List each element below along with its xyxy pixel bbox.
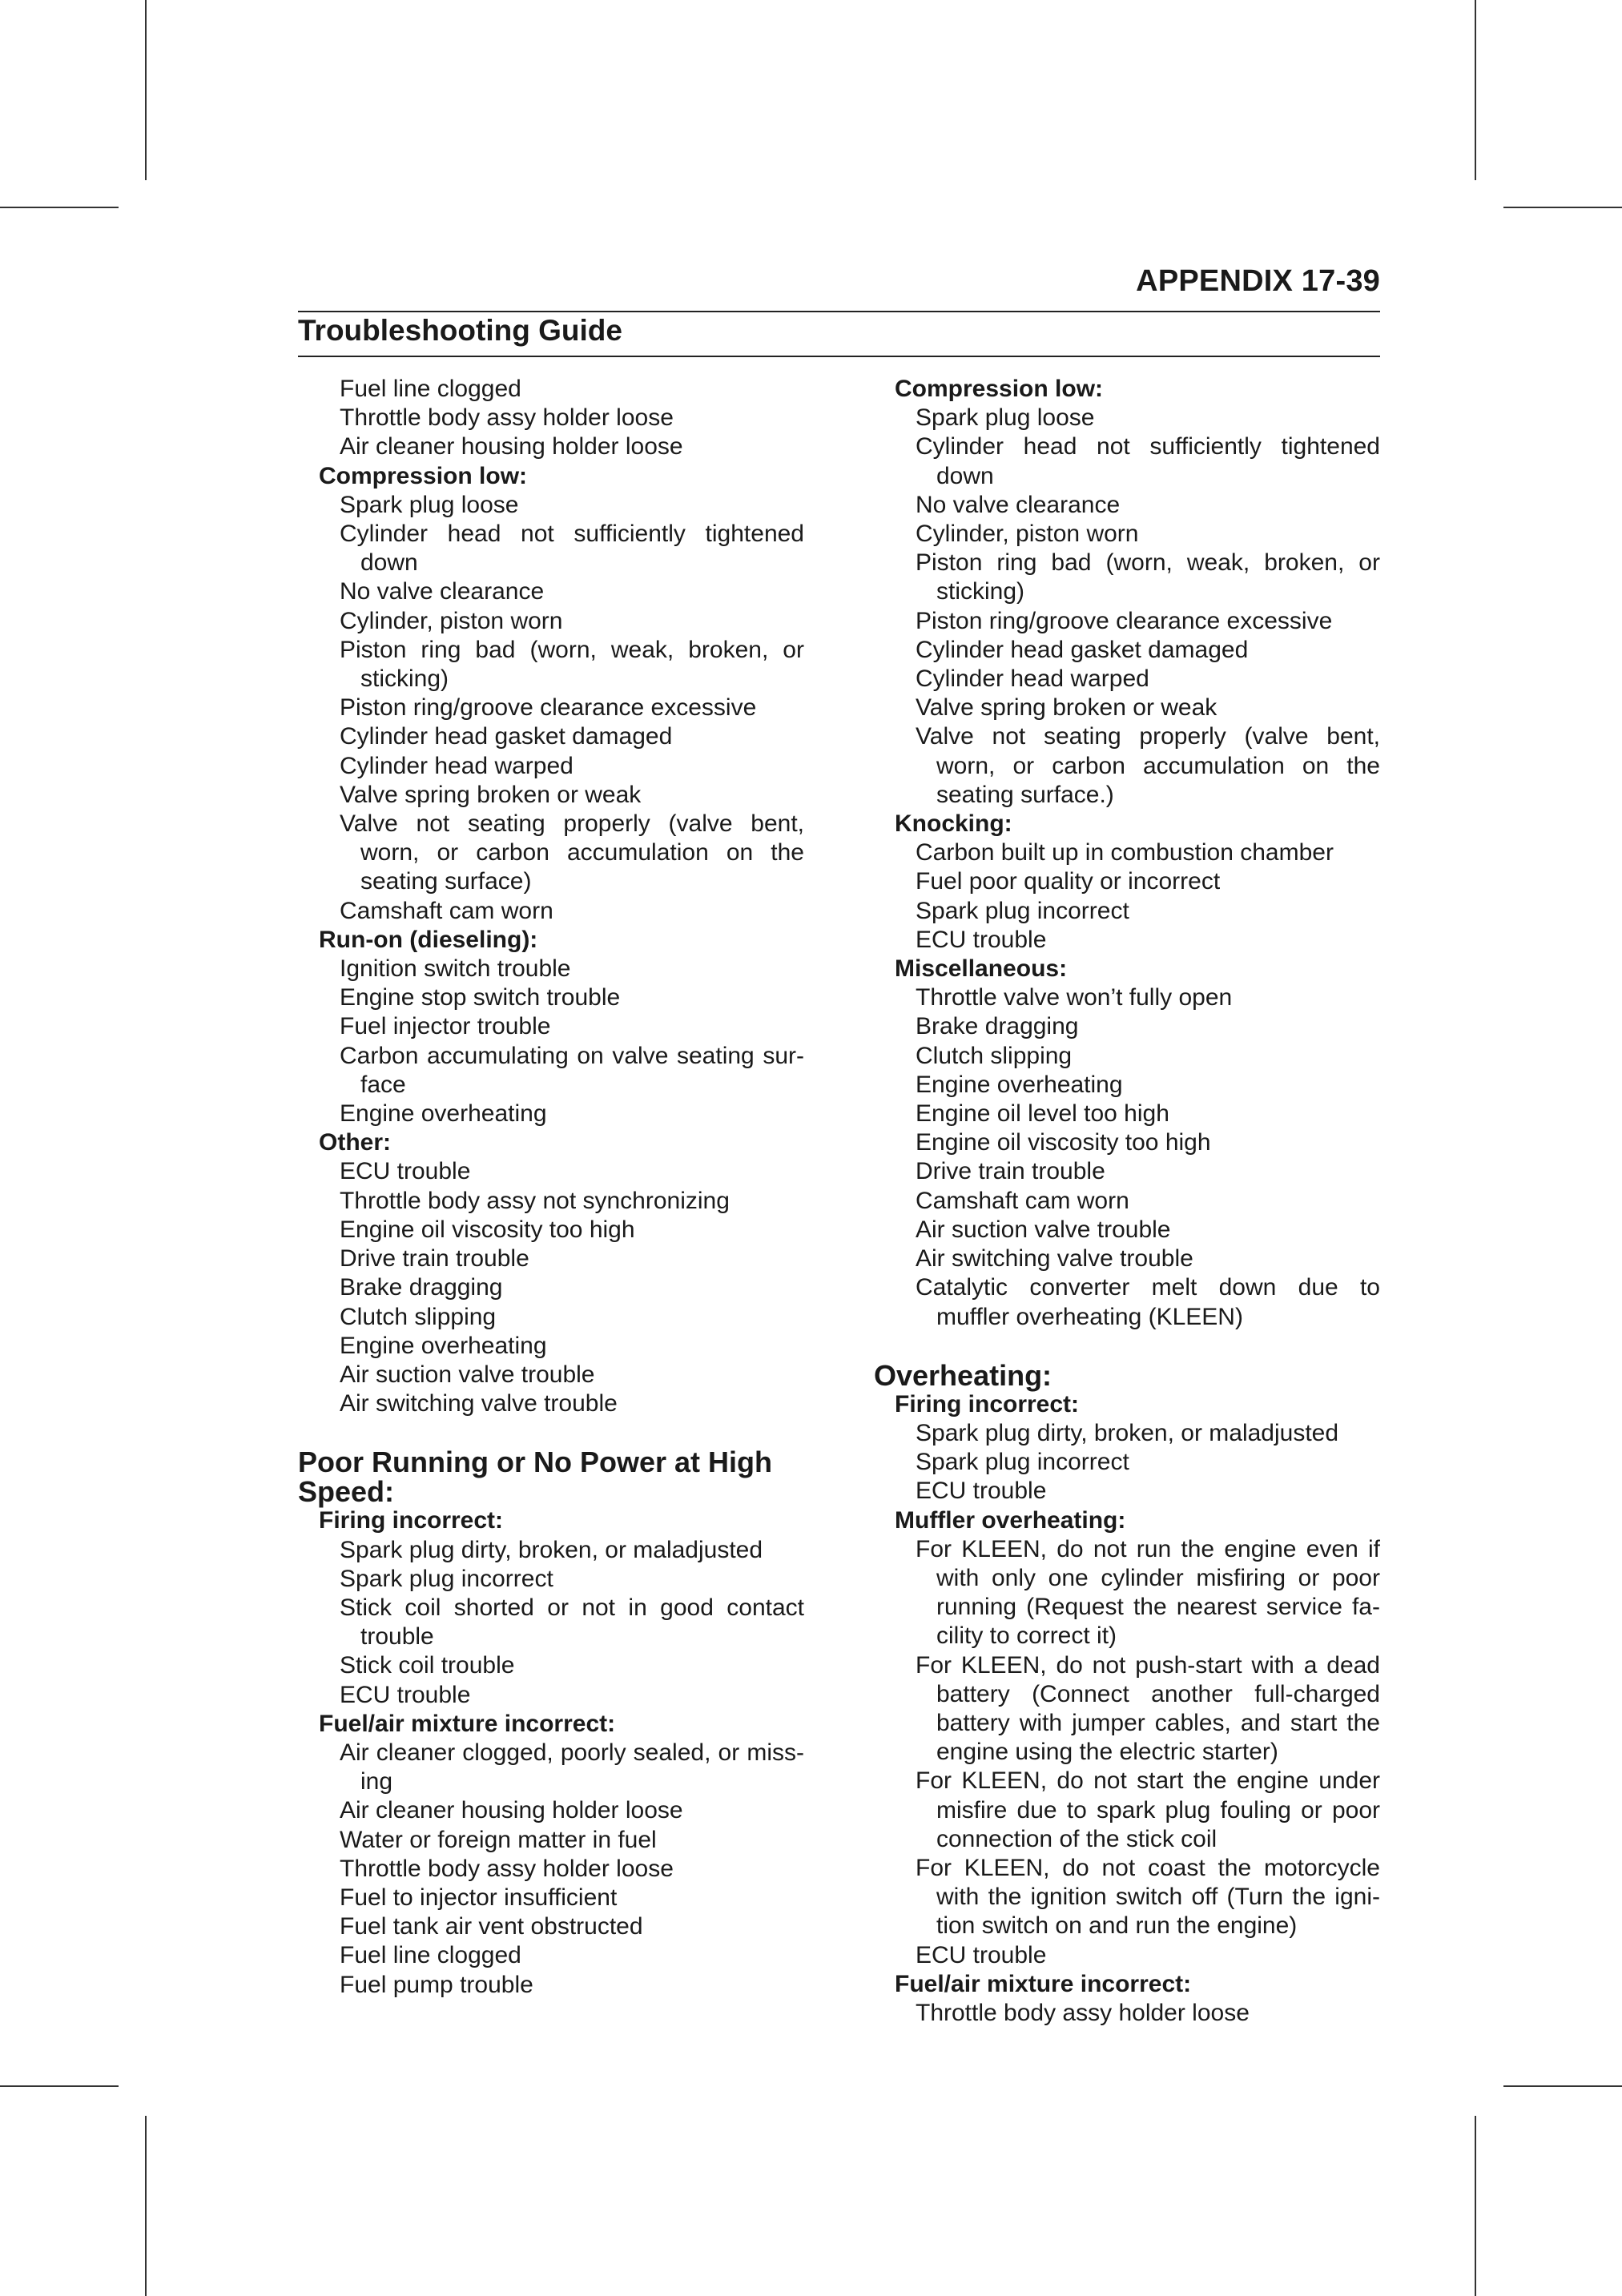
list-item: Engine oil level too high bbox=[916, 1100, 1169, 1128]
list-item: Fuel to injector insufficient bbox=[340, 1884, 618, 1911]
list-item: Cylinder head not sufficiently tightened down bbox=[916, 433, 1380, 489]
crop-mark-bottom-right-h bbox=[1503, 2085, 1622, 2087]
list-item: Spark plug loose bbox=[916, 404, 1095, 432]
major-heading: Poor Running or No Power at High Speed: bbox=[298, 1446, 772, 1509]
crop-mark-top-right bbox=[1475, 0, 1476, 180]
list-item: Carbon built up in combustion chamber bbox=[916, 839, 1334, 867]
list-item: Engine oil viscosity too high bbox=[916, 1129, 1211, 1156]
list-item: Air cleaner housing holder loose bbox=[340, 1797, 683, 1824]
list-item: Cylinder head gasket damaged bbox=[340, 723, 673, 750]
list-item: Throttle body assy holder loose bbox=[916, 1999, 1250, 2026]
crop-mark-top-left bbox=[145, 0, 147, 180]
list-item: Fuel pump trouble bbox=[340, 1971, 533, 1998]
list-item: Carbon accumulating on valve seating sur-face bbox=[340, 1042, 804, 1098]
header-rule-bottom bbox=[298, 356, 1380, 357]
subheading: Firing incorrect: bbox=[895, 1390, 1080, 1417]
list-item: Drive train trouble bbox=[340, 1245, 529, 1273]
list-item: Fuel tank air vent obstructed bbox=[340, 1913, 643, 1940]
list-item: Piston ring/groove clearance excessive bbox=[340, 694, 757, 722]
list-item: For KLEEN, do not push-start with a dead battery (Connect another full-charged battery with jumper cables, and start the engine using the electric starter) bbox=[916, 1651, 1380, 1766]
subheading: Fuel/air mixture incorrect: bbox=[319, 1710, 616, 1737]
list-item: Stick coil trouble bbox=[340, 1652, 515, 1679]
list-item: Camshaft cam worn bbox=[916, 1187, 1129, 1214]
list-item: Stick coil shorted or not in good contact trouble bbox=[340, 1594, 804, 1651]
list-item: For KLEEN, do not run the engine even if with only one cylinder misfiring or poor running (Request the nearest service fa-cility to correct it) bbox=[916, 1535, 1380, 1650]
list-item: No valve clearance bbox=[340, 578, 545, 605]
list-item: Valve spring broken or weak bbox=[340, 781, 642, 808]
page-number: APPENDIX 17-39 bbox=[1136, 264, 1380, 298]
list-item: Water or foreign matter in fuel bbox=[340, 1826, 657, 1853]
list-item: Cylinder head not sufficiently tightened down bbox=[340, 521, 804, 577]
subheading: Firing incorrect: bbox=[319, 1507, 504, 1534]
list-item: Throttle body assy holder loose bbox=[340, 1855, 674, 1882]
list-item: Cylinder, piston worn bbox=[340, 607, 563, 634]
list-item: Throttle valve won’t fully open bbox=[916, 984, 1233, 1011]
subheading: Muffler overheating: bbox=[895, 1506, 1126, 1534]
list-item: For KLEEN, do not coast the motorcycle with the ignition switch off (Turn the igni-tion switch on and run the engine) bbox=[916, 1854, 1380, 1940]
right-column bbox=[874, 375, 1380, 2028]
header-rule-top bbox=[298, 311, 1380, 312]
left-column bbox=[298, 375, 804, 2000]
list-item: Camshaft cam worn bbox=[340, 897, 553, 924]
list-item: Valve spring broken or weak bbox=[916, 694, 1218, 722]
list-item: Clutch slipping bbox=[340, 1303, 497, 1330]
list-item: Air suction valve trouble bbox=[340, 1361, 595, 1388]
list-item: Piston ring bad (worn, weak, broken, or sticking) bbox=[916, 549, 1380, 605]
list-item: Engine overheating bbox=[340, 1332, 547, 1359]
list-item: Drive train trouble bbox=[916, 1158, 1105, 1185]
list-item: Cylinder head warped bbox=[340, 752, 574, 779]
section-title: Troubleshooting Guide bbox=[298, 314, 622, 347]
list-item: Air cleaner clogged, poorly sealed, or miss-ing bbox=[340, 1739, 804, 1795]
list-item: Fuel injector trouble bbox=[340, 1013, 551, 1040]
list-item: Throttle body assy not synchronizing bbox=[340, 1187, 730, 1214]
subheading: Fuel/air mixture incorrect: bbox=[895, 1970, 1192, 1997]
major-heading: Overheating: bbox=[874, 1358, 1052, 1392]
list-item: Spark plug loose bbox=[340, 491, 519, 518]
list-item: Fuel poor quality or incorrect bbox=[916, 868, 1221, 895]
subheading: Knocking: bbox=[895, 810, 1012, 838]
list-item: No valve clearance bbox=[916, 491, 1121, 518]
list-item: Valve not seating properly (valve bent, worn, or carbon accumulation on the seating surface) bbox=[340, 810, 804, 895]
list-item: Air suction valve trouble bbox=[916, 1216, 1171, 1243]
list-item: Engine overheating bbox=[916, 1071, 1123, 1098]
list-item: ECU trouble bbox=[340, 1681, 471, 1708]
list-item: Engine oil viscosity too high bbox=[340, 1216, 635, 1243]
list-item: Piston ring bad (worn, weak, broken, or sticking) bbox=[340, 636, 804, 693]
subheading: Miscellaneous: bbox=[895, 955, 1068, 983]
list-item: ECU trouble bbox=[916, 1478, 1047, 1505]
crop-mark-bottom-left bbox=[145, 2116, 147, 2296]
list-item: Air switching valve trouble bbox=[916, 1245, 1193, 1273]
list-item: ECU trouble bbox=[916, 926, 1047, 953]
list-item: Cylinder head gasket damaged bbox=[916, 636, 1249, 663]
list-item: Piston ring/groove clearance excessive bbox=[916, 607, 1333, 634]
crop-mark-bottom-right bbox=[1475, 2116, 1476, 2296]
subheading: Compression low: bbox=[319, 462, 528, 489]
list-item: Air cleaner housing holder loose bbox=[340, 433, 683, 460]
list-item: Air switching valve trouble bbox=[340, 1390, 618, 1417]
list-item: Spark plug incorrect bbox=[340, 1565, 553, 1592]
subheading: Compression low: bbox=[895, 376, 1104, 402]
list-item: Fuel line clogged bbox=[340, 376, 521, 402]
list-item: Fuel line clogged bbox=[340, 1942, 521, 1969]
list-item: ECU trouble bbox=[340, 1158, 471, 1185]
crop-mark-top-left-h bbox=[0, 207, 119, 208]
list-item: Engine stop switch trouble bbox=[340, 984, 621, 1011]
list-item: Spark plug incorrect bbox=[916, 1449, 1129, 1476]
subheading: Run-on (dieseling): bbox=[319, 926, 538, 953]
list-item: Brake dragging bbox=[916, 1013, 1079, 1040]
list-item: Catalytic converter melt down due to muffler overheating (KLEEN) bbox=[916, 1274, 1380, 1330]
list-item: Ignition switch trouble bbox=[340, 955, 571, 983]
list-item: Cylinder, piston worn bbox=[916, 521, 1139, 548]
list-item: Cylinder head warped bbox=[916, 665, 1149, 693]
subheading: Other: bbox=[319, 1129, 391, 1156]
crop-mark-bottom-left-h bbox=[0, 2085, 119, 2087]
list-item: Clutch slipping bbox=[916, 1042, 1073, 1069]
list-item: Valve not seating properly (valve bent, worn, or carbon accumulation on the seating surface.) bbox=[916, 723, 1380, 808]
list-item: Spark plug incorrect bbox=[916, 897, 1129, 924]
list-item: ECU trouble bbox=[916, 1941, 1047, 1968]
list-item: Throttle body assy holder loose bbox=[340, 404, 674, 432]
list-item: For KLEEN, do not start the engine under misfire due to spark plug fouling or poor connection of the stick coil bbox=[916, 1767, 1380, 1852]
list-item: Engine overheating bbox=[340, 1100, 547, 1128]
list-item: Brake dragging bbox=[340, 1274, 503, 1301]
list-item: Spark plug dirty, broken, or maladjusted bbox=[916, 1419, 1339, 1446]
list-item: Spark plug dirty, broken, or maladjusted bbox=[340, 1536, 763, 1563]
crop-mark-top-right-h bbox=[1503, 207, 1622, 208]
